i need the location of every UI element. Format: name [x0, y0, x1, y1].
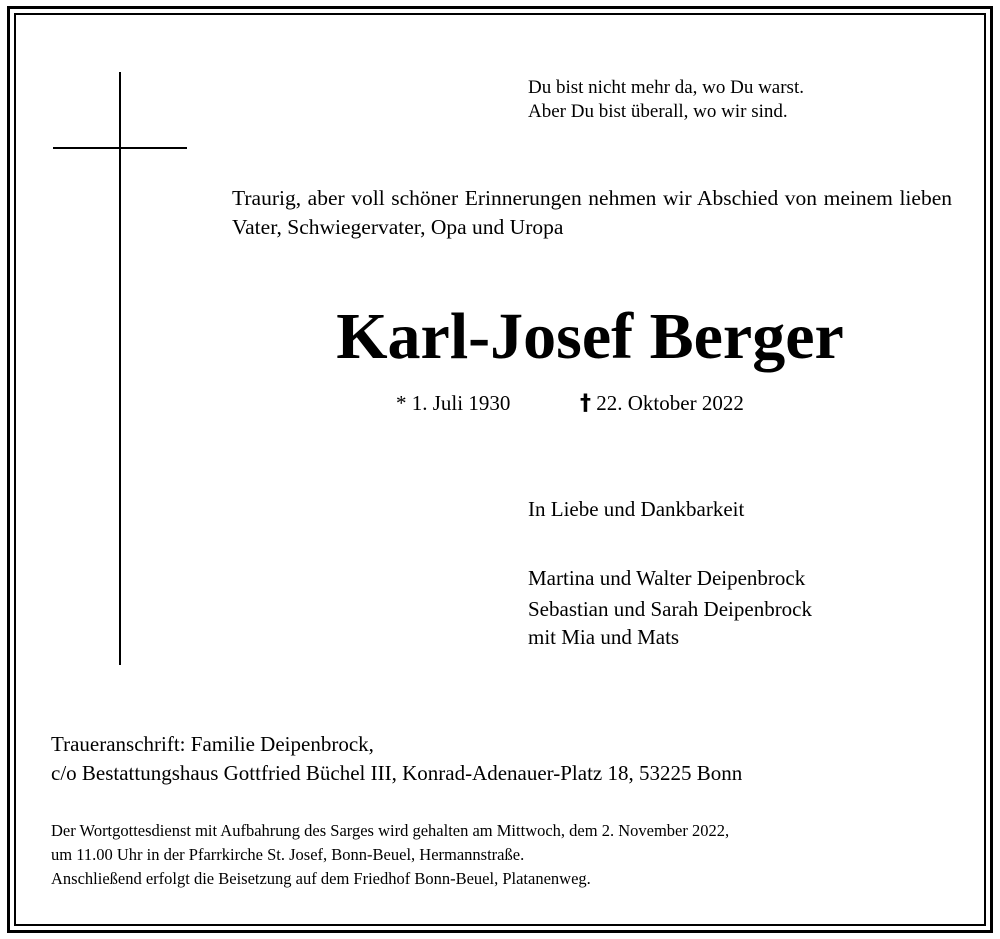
- inner-border: [14, 13, 986, 926]
- deceased-name: Karl-Josef Berger: [336, 300, 844, 373]
- death-date: 22. Oktober 2022: [596, 391, 744, 415]
- closing-phrase: In Liebe und Dankbarkeit: [528, 497, 745, 521]
- dagger-icon: †: [580, 391, 591, 416]
- family-line: Martina und Walter Deipenbrock: [528, 566, 806, 590]
- motto-line: Aber Du bist überall, wo wir sind.: [528, 101, 788, 122]
- death-date-line: [580, 389, 744, 418]
- service-line: um 11.00 Uhr in der Pfarrkirche St. Josef, Bonn-Beuel, Hermannstraße.: [51, 845, 525, 864]
- service-line: Anschließend erfolgt die Beisetzung auf dem Friedhof Bonn-Beuel, Platanenweg.: [51, 869, 591, 888]
- family-signatures: [528, 563, 812, 653]
- motto-line: Du bist nicht mehr da, wo Du warst.: [528, 77, 804, 98]
- birth-date: * 1. Juli 1930: [396, 391, 511, 415]
- motto: [528, 76, 804, 124]
- intro-text: Traurig, aber voll schöner Erinnerungen nehmen wir Abschied von meinem lieben Vater, Schwiegervater, Opa und Uropa: [232, 186, 952, 239]
- mourning-address: [51, 730, 742, 788]
- service-line: Der Wortgottesdienst mit Aufbahrung des Sarges wird gehalten am Mittwoch, dem 2. November 2022,: [51, 821, 730, 840]
- family-line: mit Mia und Mats: [528, 625, 680, 649]
- service-info: [51, 819, 729, 891]
- address-line: Traueranschrift: Familie Deipenbrock,: [51, 732, 374, 756]
- cross-horizontal-bar: [53, 147, 187, 149]
- family-line: Sebastian und Sarah Deipenbrock: [528, 597, 813, 621]
- address-line: c/o Bestattungshaus Gottfried Büchel III, Konrad-Adenauer-Platz 18, 53225 Bonn: [51, 761, 743, 785]
